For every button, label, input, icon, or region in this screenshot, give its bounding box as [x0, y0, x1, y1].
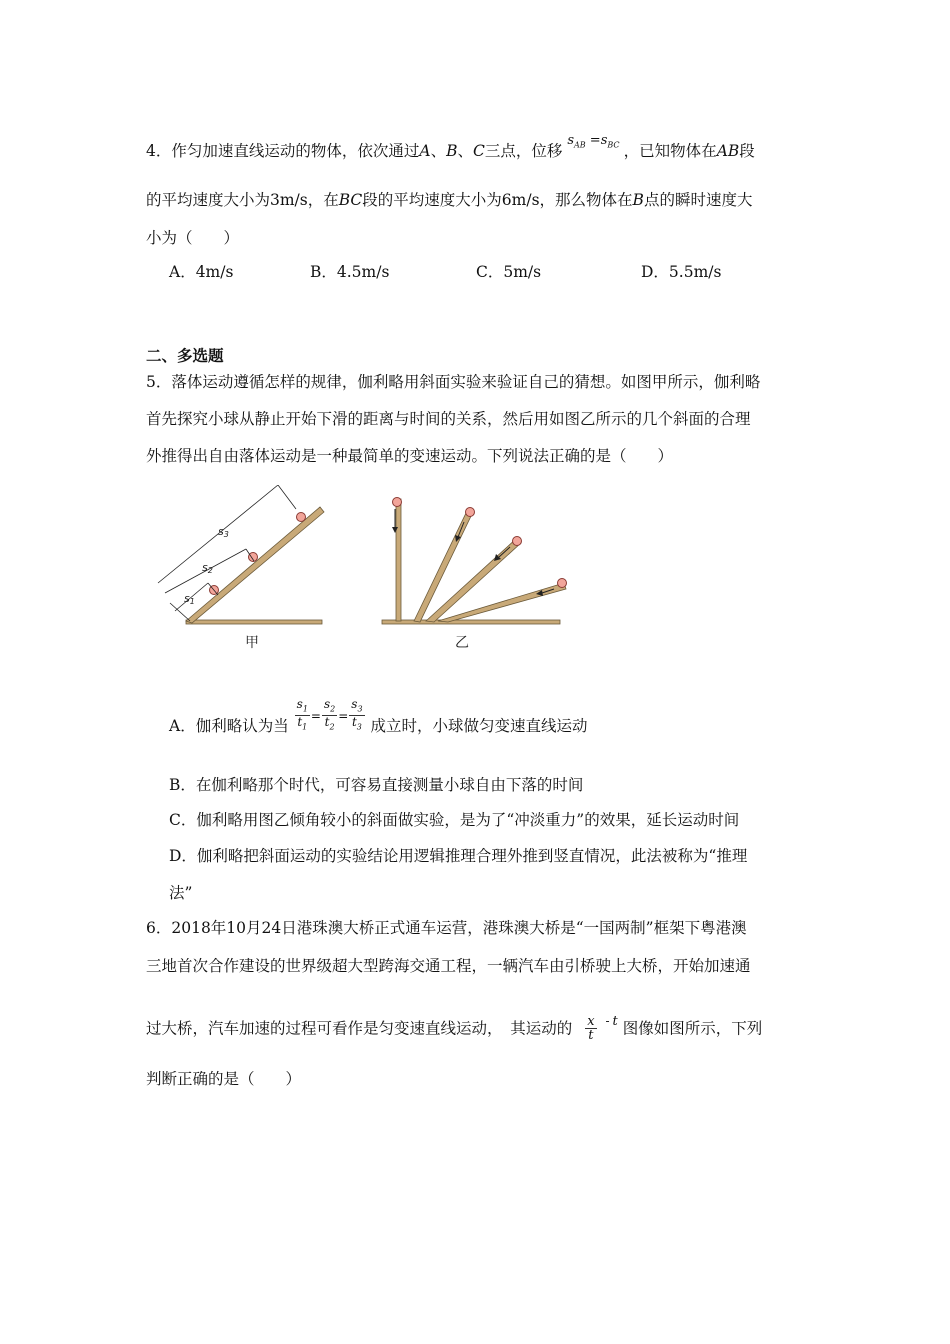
q5-option-d-line1: D．伽利略把斜面运动的实验结论用逻辑推理合理外推到竖直情况，此法被称为“推理	[169, 847, 748, 865]
q5-frac-1	[295, 698, 310, 734]
q4-formula-sub-bc: BC	[607, 140, 620, 150]
q4-option-a: A．4m/s	[169, 263, 234, 281]
q4-point-c: C	[473, 142, 485, 160]
q4-line2-end: 点的瞬时速度大	[643, 191, 753, 209]
q6-line3-pre: 过大桥，汽车加速的过程可看作是匀变速直线运动， 其运动的	[146, 1019, 573, 1038]
q4-sep1: 、	[430, 142, 447, 160]
jia-label-s1: s1	[184, 592, 195, 606]
q5-option-a	[169, 697, 588, 744]
q4-point-b: B	[446, 142, 458, 160]
q4-text-after: ，已知物体在	[623, 142, 717, 160]
q5-option-a-pre: A．伽利略认为当	[169, 716, 289, 735]
yi-ball-vertical	[393, 498, 402, 507]
figure-yi-diagram	[382, 498, 567, 652]
yi-incline-shallow	[438, 583, 566, 622]
q5-frac-2	[322, 698, 337, 734]
q4-formula-sub-ab: AB	[574, 140, 586, 150]
q4-line2	[146, 190, 752, 210]
q4-text-duan: 段	[739, 142, 755, 160]
q4-seg-ab: AB	[716, 142, 740, 160]
q4-line1	[146, 133, 755, 168]
q5-line3: 外推得出自由落体运动是一种最简单的变速运动。下列说法正确的是（ ）	[146, 447, 674, 465]
q5-option-c: C．伽利略用图乙倾角较小的斜面做实验，是为了“冲淡重力”的效果，延长运动时间	[169, 811, 740, 829]
q4-line2-point-b: B	[632, 191, 644, 209]
jia-label-s2: s2	[202, 561, 213, 575]
q4-formula-s1: s	[567, 133, 574, 148]
jia-label-s3: s3	[218, 525, 229, 539]
q5-frac-3-num: $s_3$	[349, 698, 364, 716]
jia-measure-base	[170, 603, 190, 621]
yi-ball-shallow	[558, 579, 567, 588]
q4-point-a: A	[419, 142, 431, 160]
q5-option-d-line2: 法”	[169, 884, 193, 902]
q6-line3-post: 图像如图所示，下列	[622, 1019, 763, 1038]
q5-option-b: B．在伽利略那个时代，可容易直接测量小球自由下落的时间	[169, 776, 584, 794]
q4-text-prefix: 4．作匀加速直线运动的物体，依次通过	[146, 142, 420, 160]
q5-frac-2-den: $t_2$	[324, 715, 335, 732]
q5-eq-2: =	[338, 708, 349, 723]
section-heading-multi-choice: 二、多选题	[146, 346, 224, 365]
q4-line2-post: 段的平均速度大小为6m/s，那么物体在	[362, 191, 633, 209]
q4-text-mid: 三点，位移	[484, 142, 563, 160]
q6-line3	[146, 1015, 762, 1042]
q4-option-d: D．5.5m/s	[641, 263, 722, 281]
q6-frac-num: x	[587, 1014, 595, 1029]
figure-jia-diagram	[158, 485, 324, 651]
q6-line1: 6．2018年10月24日港珠澳大桥正式通车运营，港珠澳大桥是“一国两制”框架下粤港澳	[146, 919, 747, 937]
q5-frac-1-num: $s_1$	[295, 698, 310, 716]
jia-ball-3	[297, 513, 306, 522]
q5-line1: 5．落体运动遵循怎样的规律，伽利略用斜面实验来验证自己的猜想。如图甲所示，伽利略	[146, 373, 761, 391]
q5-option-a-post: 成立时，小球做匀变速直线运动	[370, 716, 588, 735]
q5-figure	[150, 485, 580, 655]
q5-line2: 首先探究小球从静止开始下滑的距离与时间的关系，然后用如图乙所示的几个斜面的合理	[146, 410, 751, 428]
q5-eq-1: =	[310, 708, 321, 723]
q4-formula	[567, 133, 623, 148]
q4-sep2: 、	[457, 142, 473, 160]
q6-t-symbol: t	[612, 1013, 618, 1029]
q5-frac-1-den: $t_1$	[297, 715, 308, 732]
q4-option-c: C．5m/s	[476, 263, 542, 281]
q4-seg-bc: BC	[338, 191, 363, 209]
q6-frac-x-over-t	[585, 1015, 596, 1042]
q6-line2: 三地首次合作建设的世界级超大型跨海交通工程，一辆汽车由引桥驶上大桥，开始加速通	[146, 957, 751, 975]
yi-base	[382, 620, 560, 624]
q6-frac-den: t	[588, 1028, 594, 1043]
q6-line4: 判断正确的是（ ）	[146, 1070, 302, 1088]
q4-formula-eq: =	[589, 133, 601, 148]
yi-ball-steep	[466, 508, 475, 517]
q4-formula-s2: s	[600, 133, 608, 148]
jia-tick-3	[278, 485, 296, 509]
q5-frac-3	[349, 698, 364, 734]
jia-caption: 甲	[245, 635, 259, 651]
q4-option-b: B．4.5m/s	[310, 263, 390, 281]
q6-dash: -	[605, 1013, 610, 1028]
q4-line3: 小为（ ）	[146, 229, 240, 247]
yi-ball-medium	[513, 537, 522, 546]
q4-line2-pre: 的平均速度大小为3m/s，在	[146, 191, 339, 209]
yi-caption: 乙	[455, 635, 469, 651]
jia-base	[186, 620, 322, 624]
yi-vertical-board	[396, 499, 401, 621]
q5-frac-2-num: $s_2$	[322, 698, 337, 716]
q5-frac-3-den: $t_3$	[351, 715, 362, 732]
